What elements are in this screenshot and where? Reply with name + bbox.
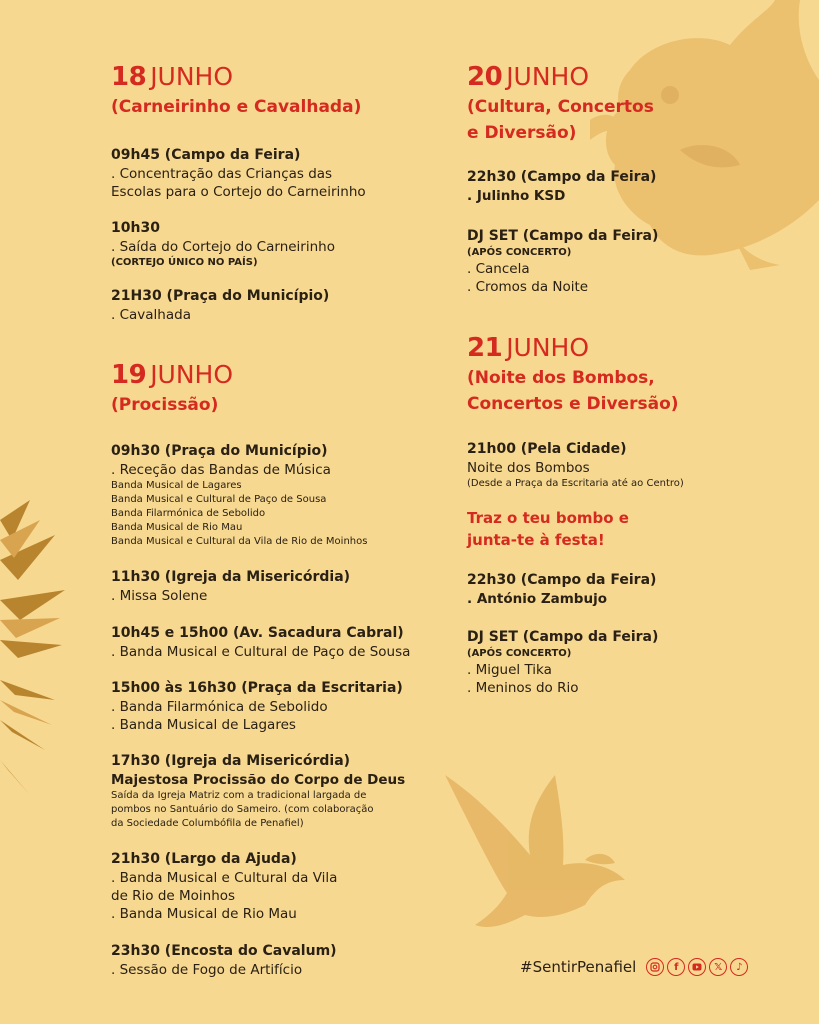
event-19-1045	[111, 624, 451, 661]
event-21-2230	[467, 571, 807, 608]
event-time: 23h30 (Encosta do Cavalum)	[111, 943, 337, 959]
event-18-2130	[111, 287, 451, 324]
event-time: 22h30 (Campo da Feira)	[467, 169, 657, 185]
event-line: . Cavalhada	[111, 307, 191, 323]
event-line: . Sessão de Fogo de Artifício	[111, 962, 303, 978]
event-detail: Saída da Igreja Matriz com a tradicional largada de	[111, 790, 367, 801]
event-line: . Missa Solene	[111, 588, 208, 604]
event-detail: (Desde a Praça da Escritaria até ao Centro)	[467, 478, 684, 489]
dove-illustration	[435, 765, 655, 935]
event-line: . António Zambujo	[467, 591, 607, 607]
day-subtitle: (Cultura, Concertos e Diversão)	[467, 97, 654, 143]
event-time: 10h30	[111, 220, 160, 236]
event-line: . Miguel Tika	[467, 662, 552, 678]
day-number: 21	[467, 333, 503, 363]
event-line: . Julinho KSD	[467, 188, 566, 204]
day-header-18	[111, 62, 361, 120]
event-line: . Receção das Bandas de Música	[111, 462, 331, 478]
event-note: (CORTEJO ÚNICO NO PAÍS)	[111, 257, 258, 268]
event-time: DJ SET (Campo da Feira)	[467, 629, 659, 645]
event-time: 17h30 (Igreja da Misericórdia)	[111, 753, 351, 769]
monstrance-rays-illustration	[0, 480, 70, 810]
day-subtitle: (Procissão)	[111, 395, 219, 415]
event-20-djset	[467, 227, 807, 296]
band-name: Banda Musical de Lagares	[111, 480, 242, 491]
day-header-21	[467, 333, 679, 417]
band-name: Banda Filarmónica de Sebolido	[111, 508, 266, 519]
event-19-2330	[111, 942, 451, 979]
band-name: Banda Musical e Cultural de Paço de Sousa	[111, 494, 327, 505]
event-line: Majestosa Procissão do Corpo de Deus	[111, 772, 406, 788]
event-line: Escolas para o Cortejo do Carneirinho	[111, 184, 366, 200]
day-number: 18	[111, 62, 147, 92]
event-time: 21h30 (Largo da Ajuda)	[111, 851, 297, 867]
event-line: de Rio de Moinhos	[111, 888, 236, 904]
band-name: Banda Musical e Cultural da Vila de Rio de Moinhos	[111, 536, 368, 547]
event-line: . Concentração das Crianças das	[111, 166, 333, 182]
event-time: 11h30 (Igreja da Misericórdia)	[111, 569, 351, 585]
event-detail: pombos no Santuário do Sameiro. (com colaboração	[111, 804, 374, 815]
event-line: . Banda Musical e Cultural da Vila	[111, 870, 338, 886]
event-time: 21H30 (Praça do Município)	[111, 288, 330, 304]
event-19-2130	[111, 850, 451, 923]
event-time: DJ SET (Campo da Feira)	[467, 228, 659, 244]
event-line: . Cromos da Noite	[467, 279, 589, 295]
event-time: 15h00 às 16h30 (Praça da Escritaria)	[111, 680, 403, 696]
event-detail: da Sociedade Columbófila de Penafiel)	[111, 818, 304, 829]
event-19-1500	[111, 679, 451, 734]
day-month: JUNHO	[150, 360, 234, 389]
event-line: Noite dos Bombos	[467, 460, 590, 476]
event-line: . Banda Musical de Lagares	[111, 717, 296, 733]
instagram-icon[interactable]	[646, 958, 664, 976]
event-line: . Saída do Cortejo do Carneirinho	[111, 239, 335, 255]
youtube-icon[interactable]	[688, 958, 706, 976]
event-21-djset	[467, 628, 807, 697]
event-note: (APÓS CONCERTO)	[467, 648, 572, 659]
event-time: 09h30 (Praça do Município)	[111, 443, 328, 459]
facebook-icon[interactable]: f	[667, 958, 685, 976]
event-20-2230	[467, 168, 807, 205]
event-line: . Banda Filarmónica de Sebolido	[111, 699, 328, 715]
day-subtitle: (Noite dos Bombos, Concertos e Diversão)	[467, 368, 679, 414]
day-header-19	[111, 360, 233, 418]
tiktok-icon[interactable]: ♪	[730, 958, 748, 976]
band-name: Banda Musical de Rio Mau	[111, 522, 243, 533]
event-line: . Cancela	[467, 261, 530, 277]
x-icon[interactable]: 𝕏	[709, 958, 727, 976]
call-to-action: Traz o teu bombo e junta-te à festa!	[467, 509, 629, 549]
event-18-1030	[111, 219, 451, 270]
event-time: 21h00 (Pela Cidade)	[467, 441, 627, 457]
event-19-1730	[111, 752, 451, 831]
event-line: . Banda Musical e Cultural de Paço de Sousa	[111, 644, 411, 660]
event-note: (APÓS CONCERTO)	[467, 247, 572, 258]
event-time: 09h45 (Campo da Feira)	[111, 147, 301, 163]
day-subtitle: (Carneirinho e Cavalhada)	[111, 97, 362, 117]
event-19-0930	[111, 442, 451, 549]
event-time: 10h45 e 15h00 (Av. Sacadura Cabral)	[111, 625, 404, 641]
event-19-1130	[111, 568, 451, 605]
footer-social	[520, 955, 751, 979]
event-21-2100	[467, 440, 807, 491]
day-month: JUNHO	[506, 333, 590, 362]
event-line: . Banda Musical de Rio Mau	[111, 906, 297, 922]
event-time: 22h30 (Campo da Feira)	[467, 572, 657, 588]
day-number: 20	[467, 62, 503, 92]
event-line: . Meninos do Rio	[467, 680, 579, 696]
day-header-20	[467, 62, 654, 146]
day-month: JUNHO	[506, 62, 590, 91]
day-month: JUNHO	[150, 62, 234, 91]
event-18-0945	[111, 146, 451, 201]
hashtag: #SentirPenafiel	[520, 958, 637, 976]
day-number: 19	[111, 360, 147, 390]
